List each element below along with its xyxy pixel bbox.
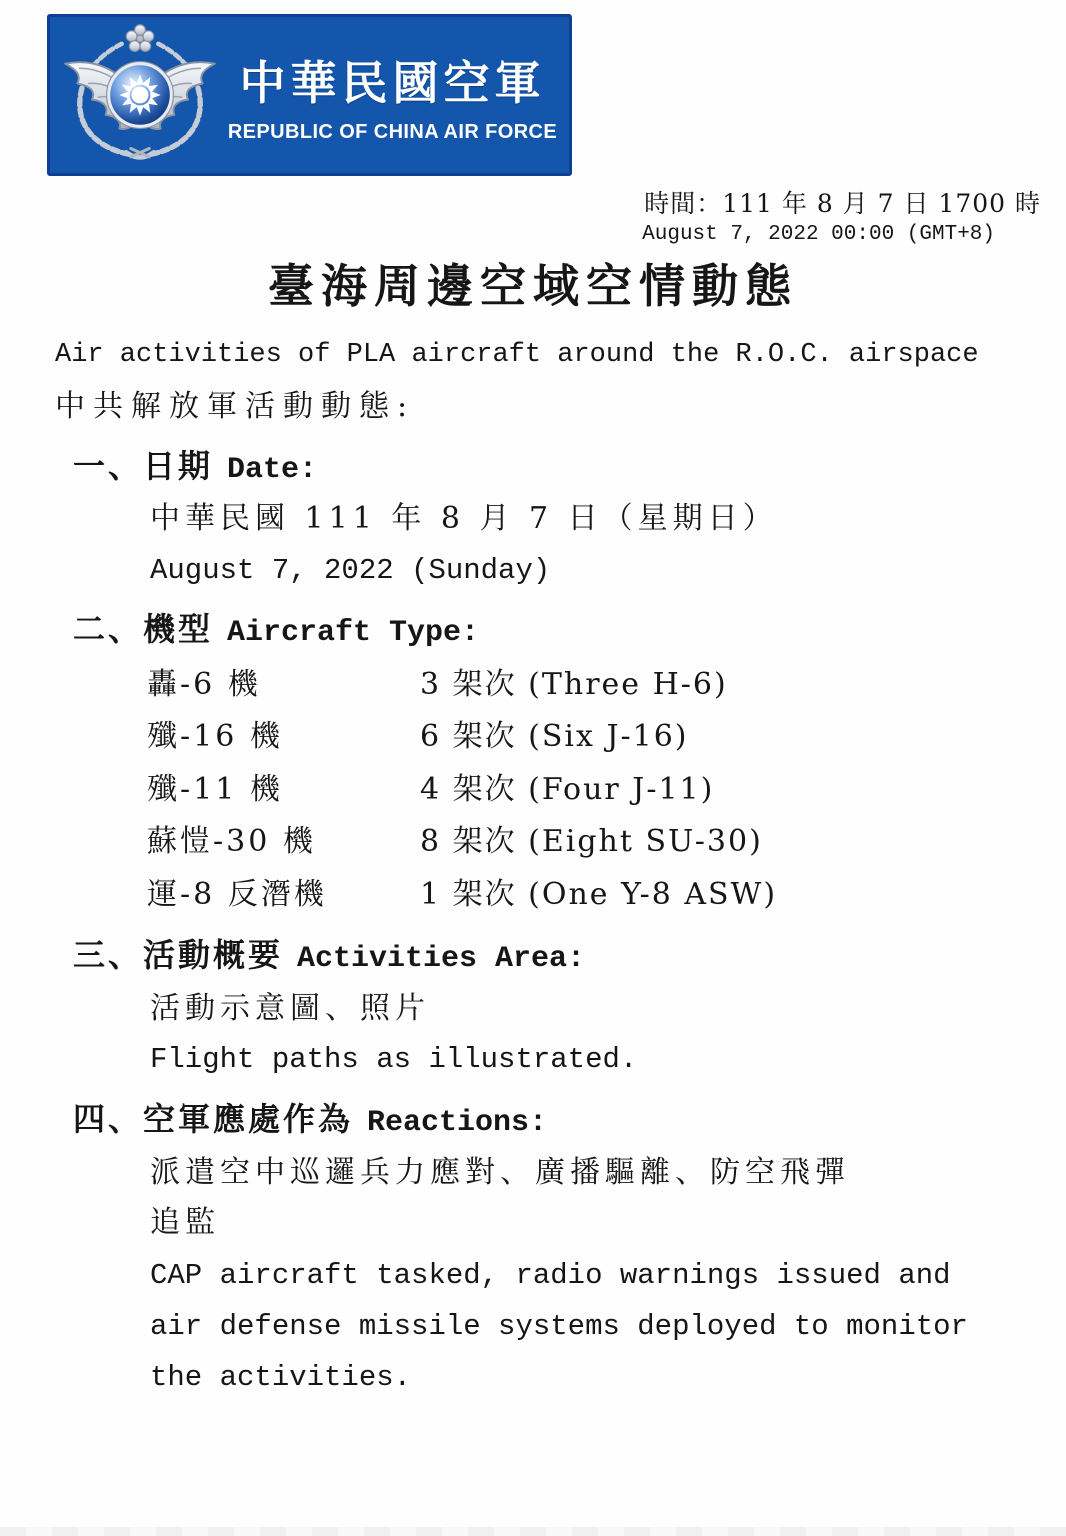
aircraft-count-cell: 8 架次 (Eight SU-30)	[420, 824, 763, 860]
scan-artifact	[0, 1527, 1066, 1536]
section-activities-heading-en: Activities Area:	[297, 942, 586, 977]
aircraft-type-cell: 運-8 反潛機	[147, 876, 327, 912]
aircraft-row	[147, 770, 1066, 811]
aircraft-type-cell: 殲-16 機	[147, 719, 283, 755]
section-date	[0, 446, 1066, 590]
section-reactions	[0, 1099, 1066, 1397]
section-aircraft-heading-zh: 二、機型	[73, 610, 214, 649]
timestamp-block	[0, 188, 1041, 249]
section-date-heading-zh: 一、日期	[73, 446, 214, 485]
banner-text	[224, 47, 561, 144]
aircraft-row	[147, 717, 1066, 758]
reactions-line-english-1: CAP aircraft tasked, radio warnings issued and	[150, 1258, 951, 1292]
aircraft-count-cell: 1 架次 (One Y-8 ASW)	[420, 876, 778, 912]
section-reactions-heading-zh: 四、空軍應處作為	[73, 1100, 354, 1139]
aircraft-table	[0, 665, 1066, 916]
reactions-line-chinese-2: 追監	[150, 1205, 220, 1241]
subtitle-english: Air activities of PLA aircraft around the R.O.C. airspace	[55, 339, 979, 370]
date-value-chinese: 中華民國 111 年 8 月 7 日（星期日）	[150, 501, 778, 537]
activities-line-chinese: 活動示意圖、照片	[150, 990, 430, 1026]
section-activities	[0, 935, 1066, 1079]
aircraft-row	[147, 822, 1066, 863]
timestamp-chinese: 時間：111 年 8 月 7 日 1700 時	[644, 189, 1041, 218]
subtitle-chinese: 中共解放軍活動動態:	[55, 388, 416, 424]
section-date-heading-en: Date:	[227, 452, 318, 487]
aircraft-type-cell: 殲-11 機	[147, 771, 283, 807]
aircraft-count-cell: 6 架次 (Six J-16)	[420, 719, 689, 755]
section-reactions-heading	[73, 1099, 1066, 1143]
rocaf-winged-sun-emblem-icon	[56, 22, 224, 168]
section-date-heading	[73, 446, 1066, 490]
org-name-chinese: 中華民國空軍	[239, 55, 546, 110]
aircraft-count-cell: 3 架次 (Three H-6)	[420, 666, 728, 702]
section-activities-heading	[73, 935, 1066, 979]
date-value-english: August 7, 2022 (Sunday)	[150, 553, 551, 587]
timestamp-english: August 7, 2022 00:00 (GMT+8)	[642, 223, 995, 247]
aircraft-row	[147, 875, 1066, 916]
section-activities-heading-zh: 三、活動概要	[73, 936, 284, 975]
reactions-line-chinese-1: 派遣空中巡邏兵力應對、廣播驅離、防空飛彈	[150, 1154, 850, 1190]
org-name-english: REPUBLIC OF CHINA AIR FORCE	[227, 120, 558, 143]
aircraft-count-cell: 4 架次 (Four J-11)	[420, 771, 715, 807]
section-aircraft-type	[0, 609, 1066, 915]
reactions-line-english-3: the activities.	[150, 1361, 412, 1395]
reactions-line-english-2: air defense missile systems deployed to monitor	[150, 1309, 968, 1343]
page-title: 臺海周邊空域空情動態	[268, 258, 798, 313]
activities-line-english: Flight paths as illustrated.	[150, 1043, 638, 1077]
section-aircraft-heading	[73, 609, 1066, 653]
aircraft-type-cell: 轟-6 機	[147, 666, 261, 702]
aircraft-row	[147, 665, 1066, 706]
rocaf-banner	[47, 14, 572, 176]
aircraft-type-cell: 蘇愷-30 機	[147, 824, 316, 860]
section-reactions-heading-en: Reactions:	[367, 1106, 548, 1141]
section-aircraft-heading-en: Aircraft Type:	[227, 616, 480, 651]
